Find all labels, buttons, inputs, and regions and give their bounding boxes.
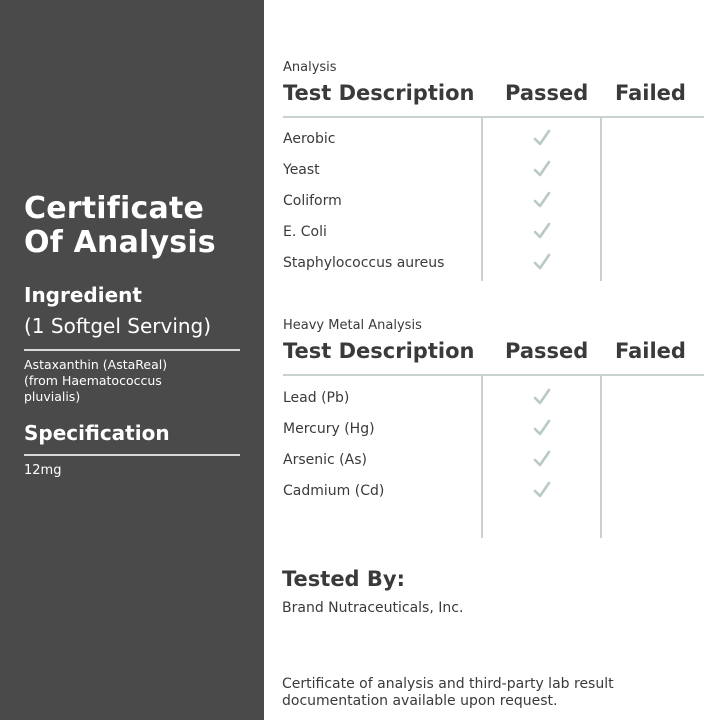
- specification-heading: Specification: [24, 421, 170, 445]
- heavy-metal-label: Heavy Metal Analysis: [283, 318, 422, 333]
- table-row: [283, 131, 703, 162]
- analysis-col-description: Test Description: [283, 81, 475, 105]
- certificate-title: [24, 192, 254, 260]
- ingredient-divider: [24, 349, 240, 351]
- title-line-2: Of Analysis: [24, 225, 216, 260]
- analysis-header-rule: [283, 116, 704, 118]
- ingredient-heading: Ingredient: [24, 283, 142, 307]
- table-row: [283, 452, 703, 483]
- table-row: [283, 224, 703, 255]
- check-icon: [533, 388, 551, 406]
- check-icon: [533, 160, 551, 178]
- ingredient-subheading: (1 Softgel Serving): [24, 314, 212, 338]
- test-name: Cadmium (Cd): [283, 483, 385, 499]
- test-name: E. Coli: [283, 224, 327, 240]
- analysis-col-failed: Failed: [615, 81, 686, 105]
- title-line-1: Certificate: [24, 191, 205, 226]
- table-row: [283, 421, 703, 452]
- analysis-col-passed: Passed: [505, 81, 589, 105]
- analysis-label: Analysis: [283, 60, 337, 75]
- check-icon: [533, 253, 551, 271]
- test-name: Coliform: [283, 193, 342, 209]
- test-name: Mercury (Hg): [283, 421, 375, 437]
- test-name: Yeast: [283, 162, 320, 178]
- tested-by-heading: Tested By:: [282, 567, 405, 591]
- table-row: [283, 390, 703, 421]
- footnote: Certificate of analysis and third-party lab result documentation available upon request.: [282, 676, 614, 709]
- check-icon: [533, 222, 551, 240]
- check-icon: [533, 129, 551, 147]
- heavy-metal-col-failed: Failed: [615, 339, 686, 363]
- test-name: Staphylococcus aureus: [283, 255, 445, 271]
- table-row: [283, 255, 703, 286]
- specification-divider: [24, 454, 240, 456]
- table-row: [283, 193, 703, 224]
- table-row: [283, 483, 703, 514]
- check-icon: [533, 419, 551, 437]
- ingredient-text: Astaxanthin (AstaReal) (from Haematococcus pluvialis): [24, 357, 168, 404]
- table-row: [283, 162, 703, 193]
- check-icon: [533, 191, 551, 209]
- left-panel: [0, 0, 264, 720]
- test-name: Arsenic (As): [283, 452, 367, 468]
- check-icon: [533, 481, 551, 499]
- heavy-metal-col-description: Test Description: [283, 339, 475, 363]
- heavy-metal-col-passed: Passed: [505, 339, 589, 363]
- heavy-metal-header-rule: [283, 374, 704, 376]
- test-name: Aerobic: [283, 131, 336, 147]
- specification-value: 12mg: [24, 463, 62, 478]
- tested-by-value: Brand Nutraceuticals, Inc.: [282, 600, 464, 616]
- test-name: Lead (Pb): [283, 390, 350, 406]
- check-icon: [533, 450, 551, 468]
